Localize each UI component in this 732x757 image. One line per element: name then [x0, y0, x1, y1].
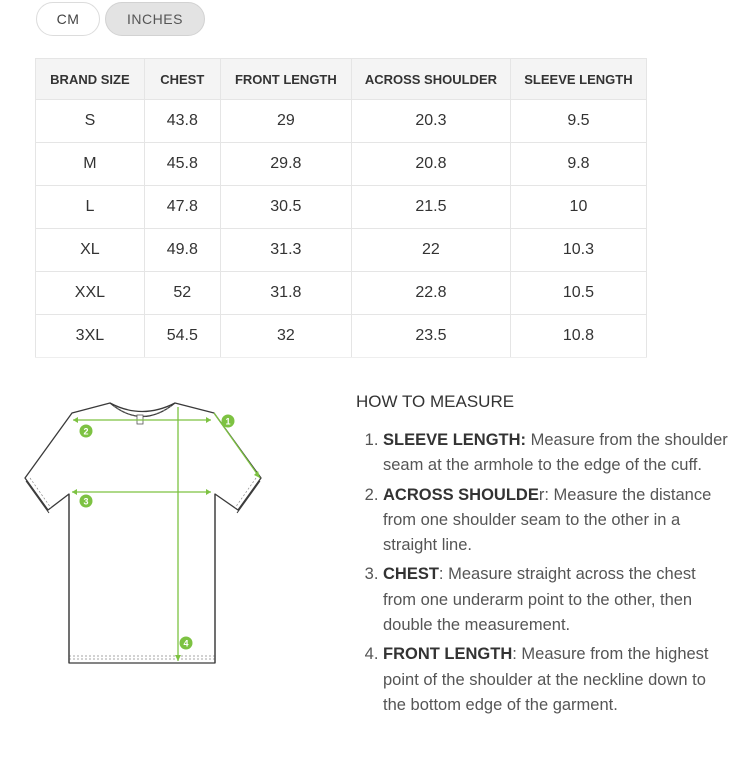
instruction-term: CHEST	[383, 565, 439, 584]
cell-size: 3XL	[36, 315, 145, 358]
unit-cm-button[interactable]: CM	[36, 2, 100, 36]
cell-chest: 52	[144, 272, 220, 315]
header-sleeve-length: SLEEVE LENGTH	[510, 59, 646, 100]
svg-text:3: 3	[83, 496, 89, 507]
cell-front-length: 29	[220, 100, 351, 143]
header-front-length: FRONT LENGTH	[220, 59, 351, 100]
cell-size: XL	[36, 229, 145, 272]
table-row	[36, 100, 647, 143]
marker-1	[222, 415, 235, 428]
cell-front-length: 31.3	[220, 229, 351, 272]
list-item	[383, 428, 728, 479]
cell-chest: 43.8	[144, 100, 220, 143]
unit-toggle	[36, 2, 205, 36]
cell-chest: 47.8	[144, 186, 220, 229]
cell-across-shoulder: 23.5	[351, 315, 510, 358]
cell-across-shoulder: 20.3	[351, 100, 510, 143]
cell-chest: 49.8	[144, 229, 220, 272]
tshirt-icon	[22, 398, 268, 670]
svg-text:2: 2	[83, 426, 89, 437]
svg-text:1: 1	[225, 416, 231, 427]
marker-4	[180, 637, 193, 650]
instruction-text: : Measure from the highest point of the shoulder at the neckline down to the bottom edge of the garment.	[383, 645, 709, 714]
how-to-measure-title: HOW TO MEASURE	[356, 392, 515, 411]
instruction-term: ACROSS SHOULDE	[383, 485, 539, 504]
svg-text:4: 4	[183, 638, 189, 649]
list-item	[383, 642, 728, 718]
list-item	[383, 562, 728, 638]
instruction-term: FRONT LENGTH	[383, 645, 513, 664]
instruction-text: Measure from the shoulder seam at the armhole to the edge of the cuff.	[383, 431, 728, 475]
instruction-text: r: Measure the distance from one shoulder seam to the other in a straight line.	[383, 485, 712, 555]
cell-sleeve-length: 10.8	[510, 315, 646, 358]
list-item	[383, 483, 728, 559]
cell-size: M	[36, 143, 145, 186]
cell-across-shoulder: 22	[351, 229, 510, 272]
cell-chest: 54.5	[144, 315, 220, 358]
table-row	[36, 315, 647, 358]
size-chart-table	[35, 58, 647, 358]
table-row	[36, 143, 647, 186]
marker-3	[80, 495, 93, 508]
cell-sleeve-length: 9.8	[510, 143, 646, 186]
cell-sleeve-length: 10.5	[510, 272, 646, 315]
header-across-shoulder: ACROSS SHOULDER	[351, 59, 510, 100]
tshirt-measurement-diagram	[22, 398, 268, 670]
cell-front-length: 32	[220, 315, 351, 358]
table-row	[36, 186, 647, 229]
table-row	[36, 272, 647, 315]
cell-size: L	[36, 186, 145, 229]
cell-front-length: 30.5	[220, 186, 351, 229]
cell-front-length: 29.8	[220, 143, 351, 186]
cell-sleeve-length: 9.5	[510, 100, 646, 143]
measure-instructions-list	[356, 428, 728, 718]
table-header-row	[36, 59, 647, 100]
marker-2	[80, 425, 93, 438]
cell-across-shoulder: 20.8	[351, 143, 510, 186]
cell-size: S	[36, 100, 145, 143]
header-brand-size: BRAND SIZE	[36, 59, 145, 100]
cell-front-length: 31.8	[220, 272, 351, 315]
header-chest: CHEST	[144, 59, 220, 100]
unit-inches-button[interactable]: INCHES	[105, 2, 205, 36]
cell-sleeve-length: 10	[510, 186, 646, 229]
instruction-text: : Measure straight across the chest from one underarm point to the other, then double the measurement.	[383, 565, 696, 635]
how-to-measure-section	[356, 392, 728, 722]
cell-size: XXL	[36, 272, 145, 315]
cell-across-shoulder: 21.5	[351, 186, 510, 229]
cell-sleeve-length: 10.3	[510, 229, 646, 272]
cell-across-shoulder: 22.8	[351, 272, 510, 315]
table-row	[36, 229, 647, 272]
cell-chest: 45.8	[144, 143, 220, 186]
instruction-term: SLEEVE LENGTH:	[383, 431, 527, 449]
